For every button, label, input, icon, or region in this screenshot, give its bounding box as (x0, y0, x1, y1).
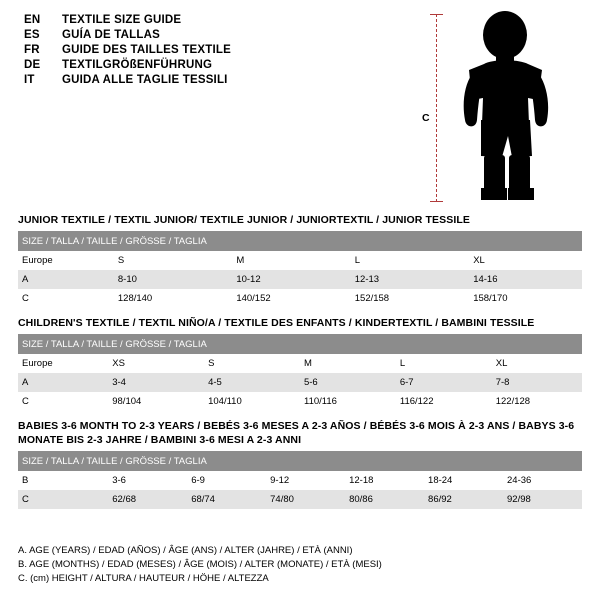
child-silhouette-figure (422, 8, 582, 208)
cell: 12-13 (351, 270, 469, 289)
row-label: A (18, 270, 114, 289)
cell: XS (108, 354, 204, 373)
cell: 122/128 (492, 392, 582, 411)
row-label: C (18, 289, 114, 308)
language-code: ES (24, 29, 40, 41)
section-childrens-textile (18, 317, 582, 411)
size-header-label: SIZE / TALLA / TAILLE / GRÖSSE / TAGLIA (18, 451, 582, 471)
language-title: TEXTILGRÖßENFÜHRUNG (62, 59, 213, 71)
cell: 5-6 (300, 373, 396, 392)
table-row (18, 471, 582, 490)
language-row (24, 74, 424, 86)
cell: 68/74 (187, 490, 266, 509)
language-row (24, 44, 424, 56)
language-code: IT (24, 74, 35, 86)
cell: 92/98 (503, 490, 582, 509)
legend-footer (18, 544, 582, 586)
size-table-children (18, 334, 582, 411)
row-label: C (18, 490, 108, 509)
size-table-junior (18, 231, 582, 308)
cell: 104/110 (204, 392, 300, 411)
cell: 6-9 (187, 471, 266, 490)
measure-label-c: C (422, 112, 430, 124)
section-title: JUNIOR TEXTILE / TEXTIL JUNIOR/ TEXTILE JUNIOR / JUNIORTEXTIL / JUNIOR TESSILE (18, 214, 470, 226)
table-header-row (18, 334, 582, 354)
cell: 14-16 (469, 270, 582, 289)
language-code: FR (24, 44, 40, 56)
cell: 74/80 (266, 490, 345, 509)
cell: S (114, 251, 232, 270)
table-row (18, 373, 582, 392)
language-title: GUÍA DE TALLAS (62, 29, 160, 41)
cell: 110/116 (300, 392, 396, 411)
table-row (18, 392, 582, 411)
language-row (24, 29, 424, 41)
section-title: BABIES 3-6 MONTH TO 2-3 YEARS / BEBÉS 3-6 MESES A 2-3 AÑOS / BÉBÉS 3-6 MOIS À 2-3 ANS / BABYS 3-6 MONATE BIS 2-3 JAHRE / BAMBINI 3-6 MESI A 2-3 ANNI (18, 420, 575, 446)
table-row (18, 490, 582, 509)
cell: 9-12 (266, 471, 345, 490)
row-label: Europe (18, 251, 114, 270)
measure-dashed-line (436, 14, 437, 202)
cell: S (204, 354, 300, 373)
cell: 116/122 (396, 392, 492, 411)
cell: 4-5 (204, 373, 300, 392)
cell: XL (469, 251, 582, 270)
size-header-label: SIZE / TALLA / TAILLE / GRÖSSE / TAGLIA (18, 231, 582, 251)
section-babies-textile (18, 419, 582, 509)
table-row (18, 251, 582, 270)
language-title: TEXTILE SIZE GUIDE (62, 14, 182, 26)
table-row (18, 354, 582, 373)
row-label: A (18, 373, 108, 392)
toddler-silhouette-icon (450, 8, 568, 204)
measure-tick-bottom (430, 201, 443, 202)
cell: 86/92 (424, 490, 503, 509)
language-title: GUIDA ALLE TAGLIE TESSILI (62, 74, 228, 86)
table-header-row (18, 451, 582, 471)
cell: XL (492, 354, 582, 373)
cell: M (300, 354, 396, 373)
cell: 3-6 (108, 471, 187, 490)
cell: 98/104 (108, 392, 204, 411)
cell: 10-12 (232, 270, 350, 289)
legend-line: B. AGE (MONTHS) / EDAD (MESES) / ÂGE (MOIS) / ALTER (MONATE) / ETÀ (MESI) (18, 559, 382, 570)
language-code: EN (24, 14, 41, 26)
cell: 152/158 (351, 289, 469, 308)
row-label: B (18, 471, 108, 490)
cell: 3-4 (108, 373, 204, 392)
cell: 8-10 (114, 270, 232, 289)
size-header-label: SIZE / TALLA / TAILLE / GRÖSSE / TAGLIA (18, 334, 582, 354)
cell: 62/68 (108, 490, 187, 509)
table-row (18, 289, 582, 308)
cell: L (351, 251, 469, 270)
table-header-row (18, 231, 582, 251)
language-title-block (24, 14, 424, 89)
language-code: DE (24, 59, 41, 71)
cell: 80/86 (345, 490, 424, 509)
cell: 18-24 (424, 471, 503, 490)
language-title: GUIDE DES TAILLES TEXTILE (62, 44, 231, 56)
cell: 7-8 (492, 373, 582, 392)
measure-tick-top (430, 14, 443, 15)
cell: 24-36 (503, 471, 582, 490)
section-junior-textile (18, 214, 582, 308)
language-row (24, 14, 424, 26)
size-table-babies (18, 451, 582, 509)
legend-line: A. AGE (YEARS) / EDAD (AÑOS) / ÂGE (ANS) / ALTER (JAHRE) / ETÀ (ANNI) (18, 545, 353, 556)
row-label: C (18, 392, 108, 411)
cell: 6-7 (396, 373, 492, 392)
row-label: Europe (18, 354, 108, 373)
cell: 158/170 (469, 289, 582, 308)
language-row (24, 59, 424, 71)
cell: 140/152 (232, 289, 350, 308)
table-row (18, 270, 582, 289)
legend-line: C. (cm) HEIGHT / ALTURA / HAUTEUR / HÖHE / ALTEZZA (18, 573, 269, 584)
cell: L (396, 354, 492, 373)
section-title: CHILDREN'S TEXTILE / TEXTIL NIÑO/A / TEXTILE DES ENFANTS / KINDERTEXTIL / BAMBINI TESSILE (18, 317, 535, 329)
cell: M (232, 251, 350, 270)
cell: 12-18 (345, 471, 424, 490)
cell: 128/140 (114, 289, 232, 308)
